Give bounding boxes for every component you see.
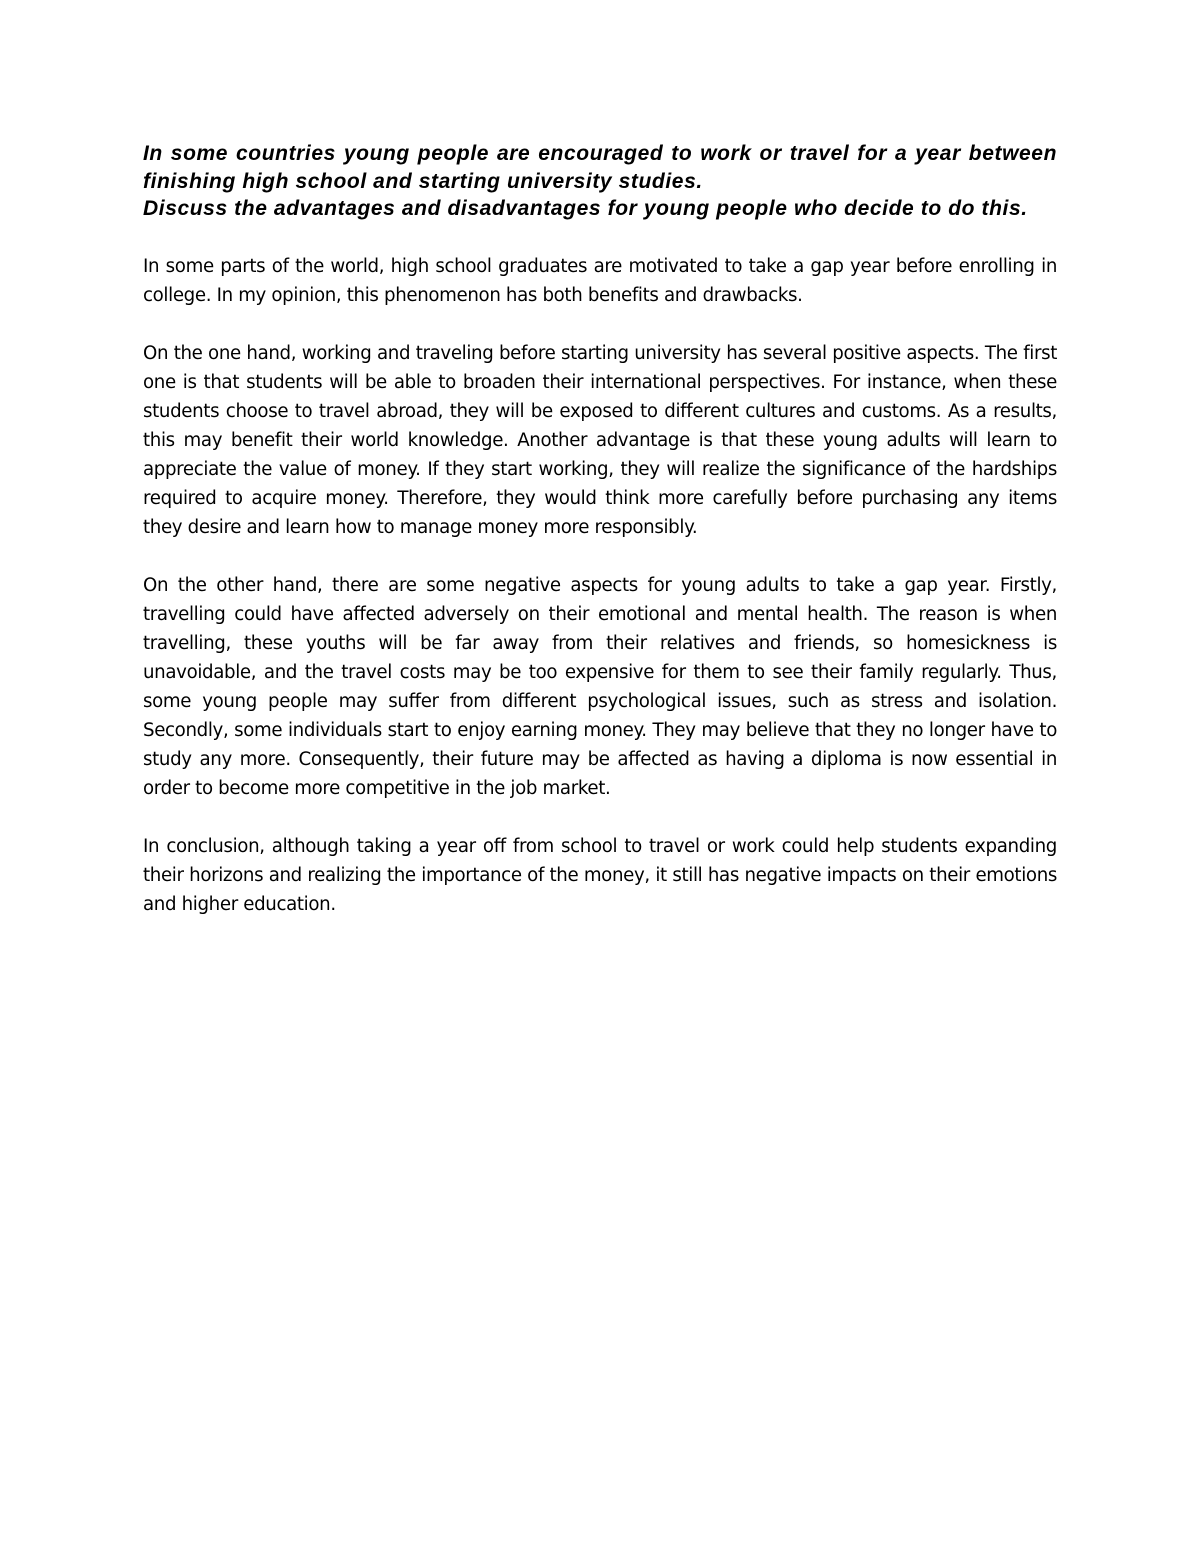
essay-paragraph-advantages: On the one hand, working and traveling before starting university has several positive aspects. The first one is that students will be able to broaden their international perspectives. For instance, when these students choose to travel abroad, they will be exposed to different cultures and customs. As a results, this may benefit their world knowledge. Another advantage is that these young adults will learn to appreciate the value of money. If they start working, they will realize the significance of the hardships required to acquire money. Therefore, they would think more carefully before purchasing any items they desire and learn how to manage money more responsibly.	[143, 342, 1057, 538]
essay-paragraph-conclusion: In conclusion, although taking a year off from school to travel or work could help students expanding their horizons and realizing the importance of the money, it still has negative impacts on their emotions and higher education.	[143, 835, 1057, 915]
essay-paragraph-disadvantages: On the other hand, there are some negative aspects for young adults to take a gap year. Firstly, travelling could have affected adversely on their emotional and mental health. The reason is when travelling, these youths will be far away from their relatives and friends, so homesickness is unavoidable, and the travel costs may be too expensive for them to see their family regularly. Thus, some young people may suffer from different psychological issues, such as stress and isolation. Secondly, some individuals start to enjoy earning money. They may believe that they no longer have to study any more. Consequently, their future may be affected as having a diploma is now essential in order to become more competitive in the job market.	[143, 574, 1057, 799]
prompt-statement: In some countries young people are encouraged to work or travel for a year between finishing high school and starting university studies.	[143, 142, 1057, 193]
spacer	[143, 223, 1057, 252]
essay-prompt	[143, 140, 1057, 223]
essay-paragraph-introduction: In some parts of the world, high school graduates are motivated to take a gap year before enrolling in college. In my opinion, this phenomenon has both benefits and drawbacks.	[143, 255, 1057, 306]
essay-body	[143, 252, 1057, 919]
prompt-question: Discuss the advantages and disadvantages for young people who decide to do this.	[143, 197, 1028, 220]
